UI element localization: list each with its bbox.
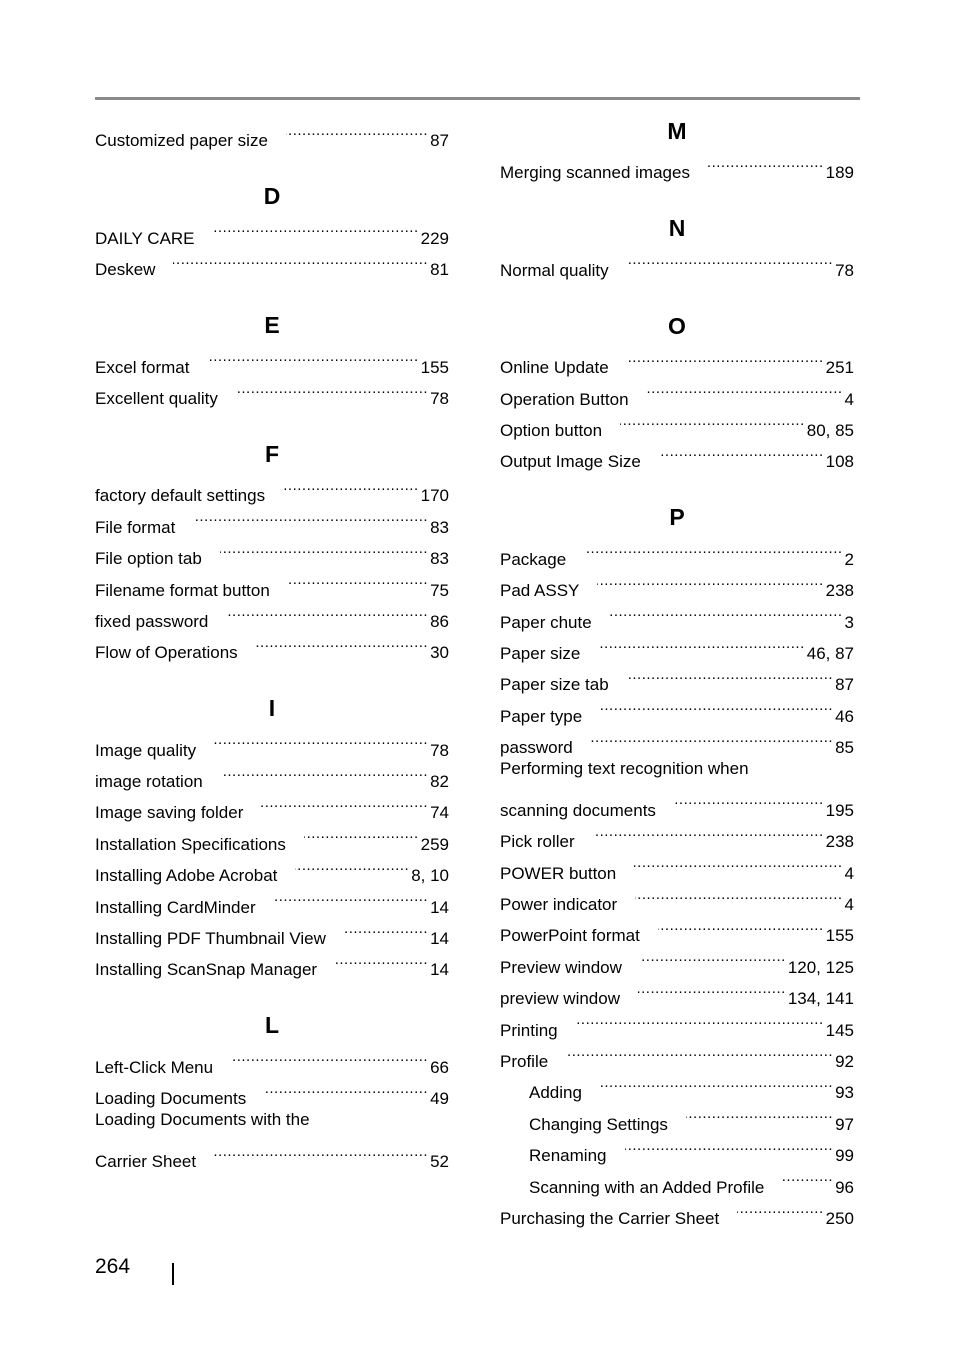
index-section-o	[500, 310, 854, 472]
index-page-ref: 30	[430, 643, 449, 663]
index-term: Flow of Operations	[95, 643, 238, 663]
dot-leader	[598, 628, 804, 659]
index-entry	[500, 147, 854, 183]
index-page-ref: 108	[825, 452, 854, 472]
dot-leader	[686, 1098, 833, 1129]
dot-leader	[659, 436, 824, 467]
dot-leader	[610, 596, 843, 627]
index-term: Output Image Size	[500, 452, 641, 472]
section-letter-heading: F	[264, 440, 280, 467]
index-page-ref: 87	[430, 131, 449, 151]
index-entry	[500, 342, 854, 378]
dot-leader	[708, 147, 824, 178]
index-page-ref: 93	[835, 1083, 854, 1103]
dot-leader	[335, 944, 428, 975]
index-term: Paper size	[500, 643, 581, 663]
index-term: File option tab	[95, 549, 202, 569]
index-entry	[500, 533, 854, 569]
index-page-ref: 46, 87	[806, 643, 854, 663]
index-term: Excel format	[95, 357, 190, 377]
index-page-ref: 49	[430, 1089, 449, 1109]
index-section-l	[95, 1009, 449, 1171]
index-term: Installing ScanSnap Manager	[95, 960, 318, 980]
index-term: Pad ASSY	[500, 581, 580, 601]
index-term: Option button	[500, 420, 603, 440]
dot-leader	[782, 1161, 833, 1192]
dot-leader	[658, 910, 824, 941]
index-term: Excellent quality	[95, 388, 218, 408]
section-letter-heading: D	[263, 183, 281, 210]
index-page-ref: 8, 10	[411, 866, 449, 886]
index-term: Installing PDF Thumbnail View	[95, 929, 326, 949]
index-term: File format	[95, 517, 176, 537]
dot-leader	[584, 533, 842, 564]
index-term: Operation Button	[500, 389, 629, 409]
index-page-ref: 87	[835, 675, 854, 695]
dot-leader	[625, 1130, 834, 1161]
dot-leader	[591, 722, 833, 753]
index-page-ref: 74	[430, 803, 449, 823]
index-term: Adding	[529, 1083, 582, 1103]
index-term: Purchasing the Carrier Sheet	[500, 1208, 720, 1228]
index-page-ref: 78	[430, 388, 449, 408]
dot-leader	[647, 373, 843, 404]
index-term: scanning documents	[500, 800, 656, 820]
index-term: Left-Click Menu	[95, 1057, 214, 1077]
dot-leader	[207, 341, 418, 372]
index-page-ref: 189	[825, 163, 854, 183]
index-page-ref: 14	[430, 897, 449, 917]
index-page-ref: 52	[430, 1151, 449, 1171]
index-term: Paper size tab	[500, 675, 609, 695]
index-term: Deskew	[95, 260, 156, 280]
dot-leader	[304, 818, 419, 849]
index-page-ref: 195	[825, 800, 854, 820]
dot-leader	[288, 564, 428, 595]
dot-leader	[256, 627, 428, 658]
dot-leader	[274, 881, 428, 912]
index-page-ref: 97	[835, 1114, 854, 1134]
index-page-ref: 80, 85	[806, 420, 854, 440]
dot-leader	[226, 596, 428, 627]
index-term: Scanning with an Added Profile	[529, 1177, 765, 1197]
index-term: Loading Documents with the	[95, 1110, 310, 1130]
index-term: Installation Specifications	[95, 834, 286, 854]
dot-leader	[600, 690, 833, 721]
index-term: password	[500, 738, 573, 758]
index-term: Preview window	[500, 957, 622, 977]
section-letter-heading: N	[668, 215, 686, 242]
index-page-ref: 78	[835, 260, 854, 280]
index-term: Normal quality	[500, 260, 609, 280]
index-entry	[95, 470, 449, 506]
index-term: PowerPoint format	[500, 926, 640, 946]
index-term: Power indicator	[500, 895, 618, 915]
dot-leader	[220, 533, 428, 564]
index-section-f	[95, 438, 449, 663]
dot-leader	[221, 756, 428, 787]
dot-leader	[674, 784, 824, 815]
dot-leader	[593, 816, 824, 847]
index-term: Paper type	[500, 706, 583, 726]
dot-leader	[627, 244, 833, 275]
index-column-left	[95, 115, 449, 1171]
index-section-p	[500, 501, 854, 1228]
index-page-ref: 259	[420, 834, 449, 854]
index-term: Customized paper size	[95, 131, 268, 151]
dot-leader	[295, 850, 409, 881]
section-letter-heading: M	[667, 118, 687, 144]
index-term: Installing CardMinder	[95, 897, 256, 917]
index-entry	[500, 784, 854, 820]
index-page-ref: 238	[825, 581, 854, 601]
dot-leader	[213, 212, 419, 243]
index-section-n	[500, 212, 854, 280]
index-page-ref: 120, 125	[787, 957, 854, 977]
index-term: Package	[500, 549, 567, 569]
section-letter-heading: L	[264, 1012, 280, 1039]
dot-leader	[638, 973, 786, 1004]
index-section-i	[95, 692, 449, 980]
index-page-ref: 3	[844, 612, 854, 632]
index-section-continued	[95, 115, 449, 151]
index-page-ref: 81	[430, 260, 449, 280]
index-page-ref: 46	[835, 706, 854, 726]
dot-leader	[576, 1004, 824, 1035]
index-page-ref: 155	[420, 357, 449, 377]
dot-leader	[634, 847, 842, 878]
dot-leader	[283, 470, 419, 501]
index-section-d	[95, 180, 449, 280]
index-term: fixed password	[95, 611, 209, 631]
index-subentry	[500, 1067, 854, 1103]
section-letter-heading: O	[668, 312, 686, 339]
index-page-ref: 14	[430, 929, 449, 949]
dot-leader	[193, 501, 428, 532]
index-page-ref: 170	[420, 486, 449, 506]
index-page-ref: 238	[825, 832, 854, 852]
index-page-ref: 145	[825, 1020, 854, 1040]
index-page-ref: 66	[430, 1057, 449, 1077]
dot-leader	[236, 373, 428, 404]
index-section-m	[500, 115, 854, 183]
section-letter-heading: I	[268, 695, 276, 722]
dot-leader	[214, 1136, 428, 1167]
index-term: Renaming	[529, 1146, 607, 1166]
index-page-ref: 78	[430, 740, 449, 760]
dot-leader	[173, 244, 428, 275]
dot-leader	[566, 1036, 833, 1067]
index-page-ref: 4	[844, 389, 854, 409]
index-term: image rotation	[95, 772, 203, 792]
index-page-ref: 2	[844, 549, 854, 569]
section-letter-heading: E	[264, 312, 280, 339]
page-number: 264	[95, 1255, 131, 1278]
dot-leader	[261, 787, 428, 818]
index-page-ref: 85	[835, 738, 854, 758]
dot-leader	[635, 879, 842, 910]
index-entry	[95, 1041, 449, 1077]
index-entry	[95, 1136, 449, 1171]
dot-leader	[627, 342, 824, 373]
dot-leader	[597, 565, 823, 596]
index-term: Image saving folder	[95, 803, 244, 823]
index-term: Merging scanned images	[500, 163, 690, 183]
index-entry	[500, 753, 854, 784]
index-entry	[95, 1104, 449, 1135]
index-page-ref: 250	[825, 1208, 854, 1228]
index-entry	[95, 212, 449, 248]
top-rule	[95, 97, 860, 100]
dot-leader	[600, 1067, 833, 1098]
index-column-right	[500, 115, 854, 1228]
dot-leader	[231, 1041, 428, 1072]
index-page-ref: 92	[835, 1051, 854, 1071]
dot-leader	[214, 724, 428, 755]
index-page-ref: 83	[430, 517, 449, 537]
index-term: Paper chute	[500, 612, 592, 632]
index-term: preview window	[500, 989, 620, 1009]
index-page-ref: 99	[835, 1146, 854, 1166]
index-page-ref: 134, 141	[787, 989, 854, 1009]
dot-leader	[620, 405, 805, 436]
index-page-ref: 75	[430, 580, 449, 600]
index-term: Loading Documents	[95, 1089, 247, 1109]
index-term: Printing	[500, 1020, 558, 1040]
index-term: POWER button	[500, 863, 617, 883]
index-term: Online Update	[500, 358, 609, 378]
index-page-ref: 14	[430, 960, 449, 980]
index-page-ref: 82	[430, 772, 449, 792]
index-page-ref: 86	[430, 611, 449, 631]
index-entry	[95, 724, 449, 760]
index-term: DAILY CARE	[95, 228, 195, 248]
index-term: Installing Adobe Acrobat	[95, 866, 278, 886]
index-page-ref: 229	[420, 228, 449, 248]
index-page-ref: 251	[825, 358, 854, 378]
dot-leader	[640, 941, 786, 972]
index-term: factory default settings	[95, 486, 266, 506]
index-term: Performing text recognition when	[500, 759, 749, 779]
dot-leader	[737, 1193, 823, 1224]
index-page-ref: 83	[430, 549, 449, 569]
index-entry	[95, 341, 449, 377]
index-page-ref: 4	[844, 895, 854, 915]
index-term: Image quality	[95, 740, 197, 760]
index-entry	[500, 244, 854, 280]
dot-leader	[264, 1073, 428, 1104]
index-entry	[95, 115, 449, 151]
section-letter-heading: P	[669, 504, 685, 531]
index-page-ref: 4	[844, 863, 854, 883]
dot-leader	[627, 659, 833, 690]
index-term: Carrier Sheet	[95, 1151, 197, 1171]
index-term: Pick roller	[500, 832, 575, 852]
index-page-ref: 155	[825, 926, 854, 946]
dot-leader	[344, 913, 428, 944]
dot-leader	[286, 115, 428, 146]
index-term: Profile	[500, 1051, 549, 1071]
index-page-ref: 96	[835, 1177, 854, 1197]
page-number-divider	[172, 1263, 174, 1285]
index-term: Changing Settings	[529, 1114, 668, 1134]
index-section-e	[95, 309, 449, 408]
index-term: Filename format button	[95, 580, 270, 600]
